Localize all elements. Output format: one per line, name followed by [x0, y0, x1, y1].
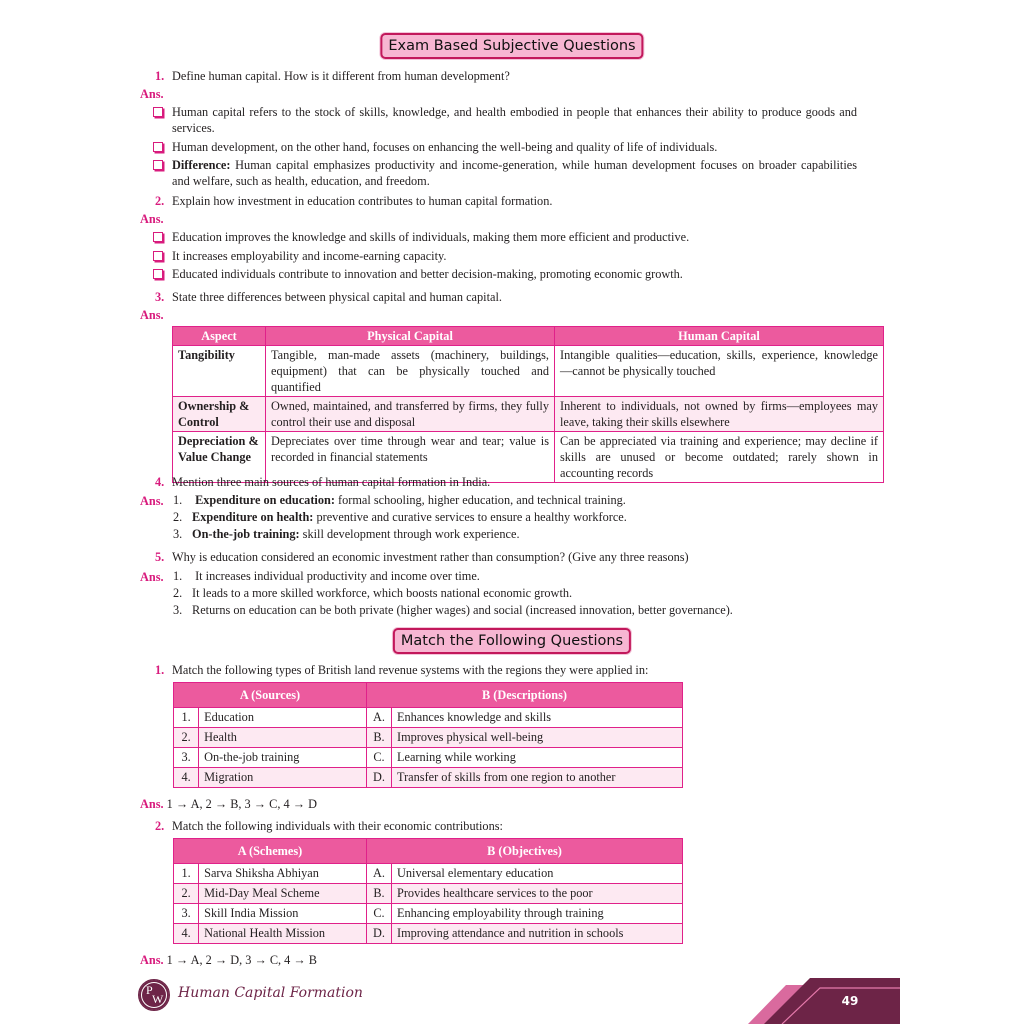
comparison-table	[172, 326, 884, 483]
table-row: 2. Health B. Improves physical well-being	[174, 728, 683, 748]
list-item: 3. Returns on education can be both private (higher wages) and social (increased innovation, better governance).	[173, 603, 733, 617]
table-row: 3. Skill India Mission C. Enhancing employability through training	[174, 904, 683, 924]
answer-1-bullets	[153, 104, 857, 192]
table-row: 4. National Health Mission D. Improving attendance and nutrition in schools	[174, 924, 683, 944]
pw-logo-icon: P W	[138, 979, 170, 1011]
match-question-2	[155, 818, 859, 834]
section-title-subjective: Exam Based Subjective Questions	[380, 33, 643, 59]
list-item: 2. It leads to a more skilled workforce, which boosts national economic growth.	[173, 586, 573, 600]
table-header-row	[173, 327, 884, 346]
question-number: 4.	[155, 475, 165, 489]
list-item: 1. Expenditure on education: formal schooling, higher education, and technical training.	[173, 493, 626, 507]
list-item: 2. Expenditure on health: preventive and curative services to ensure a healthy workforce.	[173, 510, 627, 524]
question-number: 3.	[155, 290, 165, 304]
question-number: 5.	[155, 550, 165, 564]
question-number: 2.	[155, 819, 165, 833]
question-number: 2.	[155, 194, 165, 208]
match-table-1	[173, 682, 683, 788]
question-text: Match the following individuals with their economic contributions:	[172, 819, 503, 833]
answer-label: Ans.	[140, 494, 164, 508]
checkbox-bullet-icon	[153, 269, 163, 279]
bullet-item: Educated individuals contribute to innovation and better decision-making, promoting economic growth.	[153, 266, 857, 282]
table-header-row	[174, 839, 683, 864]
question-2	[155, 193, 859, 209]
match-answer-2	[140, 952, 317, 968]
table-row: 4. Migration D. Transfer of skills from one region to another	[174, 768, 683, 788]
table-row: Tangibility Tangible, man-made assets (machinery, buildings, equipment) that can be physically touched and quantified Intangible qualities—education, skills, experience, knowledge—cannot be physically touched	[173, 346, 884, 397]
column-header: B (Descriptions)	[367, 683, 683, 708]
table-row: 1. Sarva Shiksha Abhiyan A. Universal elementary education	[174, 864, 683, 884]
bullet-item: Education improves the knowledge and skills of individuals, making them more efficient and productive.	[153, 229, 857, 245]
question-text: State three differences between physical capital and human capital.	[172, 290, 502, 304]
list-item: 1. It increases individual productivity and income over time.	[173, 569, 480, 583]
list-item: 3. On-the-job training: skill development through work experience.	[173, 527, 520, 541]
bullet-item: Human development, on the other hand, focuses on enhancing the well-being and quality of life of individuals.	[153, 139, 857, 155]
answer-label: Ans.	[140, 308, 164, 322]
table-row: 2. Mid-Day Meal Scheme B. Provides healthcare services to the poor	[174, 884, 683, 904]
answer-text: 1 → A, 2 → D, 3 → C, 4 → B	[166, 953, 317, 967]
page-tab-shape-icon	[748, 975, 900, 1024]
table-row: 3. On-the-job training C. Learning while working	[174, 748, 683, 768]
bullet-item: Human capital refers to the stock of skills, knowledge, and health embodied in people that enhances their ability to produce goods and services.	[153, 104, 857, 136]
table-row: Depreciation & Value Change Depreciates over time through wear and tear; value is recorded in financial statements Can be appreciated via training and experience; may decline if skills are unused or become outdated; rarely shown in accounting records	[173, 432, 884, 483]
answer-2-bullets	[153, 229, 857, 285]
question-3	[155, 289, 859, 305]
match-question-1	[155, 662, 859, 678]
checkbox-bullet-icon	[153, 160, 163, 170]
checkbox-bullet-icon	[153, 232, 163, 242]
column-header: Physical Capital	[266, 327, 555, 346]
answer-label: Ans.	[140, 797, 164, 811]
answer-5-list	[173, 568, 873, 619]
table-row: 1. Education A. Enhances knowledge and skills	[174, 708, 683, 728]
table-header-row	[174, 683, 683, 708]
chapter-title: Human Capital Formation	[178, 985, 363, 1001]
question-text: Explain how investment in education contributes to human capital formation.	[172, 194, 553, 208]
column-header: B (Objectives)	[367, 839, 683, 864]
question-text: Match the following types of British land revenue systems with the regions they were applied in:	[172, 663, 649, 677]
bullet-item: Difference: Human capital emphasizes productivity and income-generation, while human development focuses on broader capabilities and welfare, such as health, education, and freedom.	[153, 157, 857, 189]
question-text: Why is education considered an economic investment rather than consumption? (Give any three reasons)	[172, 550, 689, 564]
question-text: Define human capital. How is it different from human development?	[172, 69, 510, 83]
checkbox-bullet-icon	[153, 142, 163, 152]
answer-label: Ans.	[140, 87, 164, 101]
answer-4-list	[173, 492, 873, 543]
question-text: Mention three main sources of human capital formation in India.	[172, 475, 491, 489]
column-header: Human Capital	[555, 327, 884, 346]
checkbox-bullet-icon	[153, 107, 163, 117]
column-header: Aspect	[173, 327, 266, 346]
table-row: Ownership & Control Owned, maintained, and transferred by firms, they fully control their use and disposal Inherent to individuals, not owned by firms—employees may leave, taking their skills elsewhere	[173, 397, 884, 432]
match-answer-1	[140, 796, 317, 812]
question-5	[155, 549, 859, 565]
question-number: 1.	[155, 663, 165, 677]
answer-label: Ans.	[140, 212, 164, 226]
question-1	[155, 68, 859, 84]
page-number: 49	[841, 994, 859, 1008]
column-header: A (Schemes)	[174, 839, 367, 864]
answer-text: 1 → A, 2 → B, 3 → C, 4 → D	[166, 797, 317, 811]
checkbox-bullet-icon	[153, 251, 163, 261]
question-number: 1.	[155, 69, 165, 83]
match-table-2	[173, 838, 683, 944]
column-header: A (Sources)	[174, 683, 367, 708]
section-title-match: Match the Following Questions	[393, 628, 631, 654]
answer-label: Ans.	[140, 953, 164, 967]
answer-label: Ans.	[140, 570, 164, 584]
question-4	[155, 474, 859, 490]
bullet-item: It increases employability and income-earning capacity.	[153, 248, 857, 264]
